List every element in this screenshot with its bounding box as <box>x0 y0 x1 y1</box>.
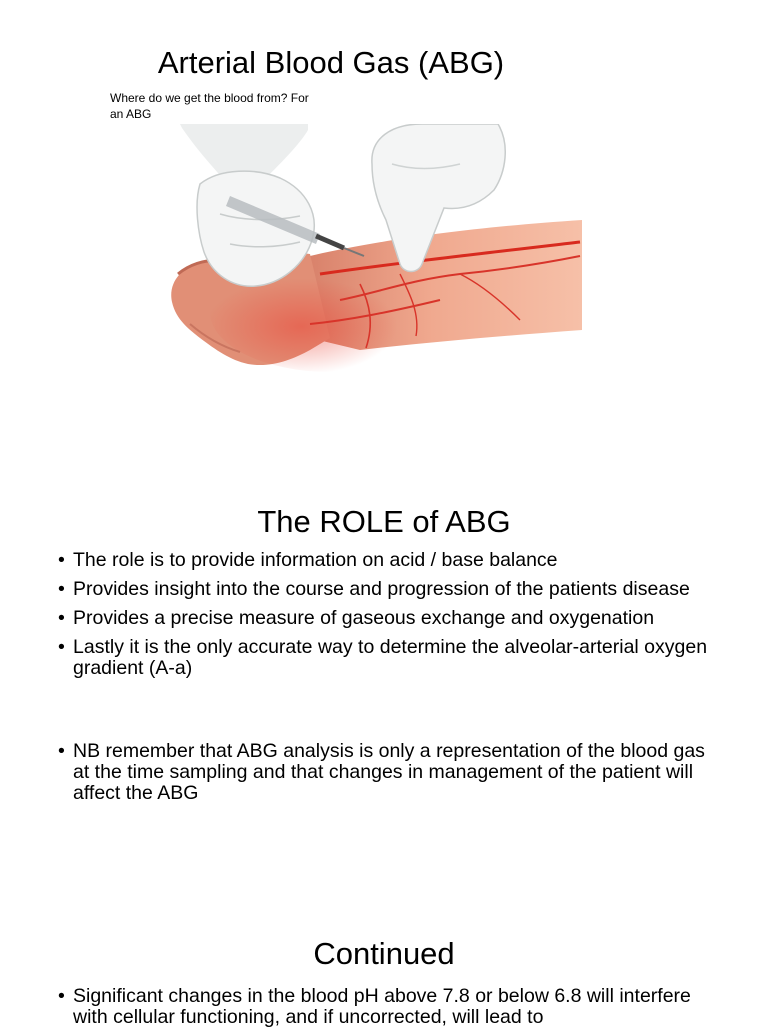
image-caption: Where do we get the blood from? For an ABG <box>110 91 309 121</box>
slide-continued <box>0 864 768 1028</box>
bullet-list <box>58 986 718 1036</box>
bullet-item: • Lastly it is the only accurate way to determine the alveolar-arterial oxygen gradient (A-a) <box>58 637 718 679</box>
bullet-list <box>58 550 718 687</box>
slide-role-of-abg <box>0 432 768 864</box>
note-item: • NB remember that ABG analysis is only a representation of the blood gas at the time sampling and that changes in management of the patient will affect the ABG <box>58 741 718 804</box>
slide-arterial-blood-gas <box>0 0 768 432</box>
note-list <box>58 741 718 812</box>
arterial-puncture-photo <box>160 124 582 380</box>
bullet-item: • Provides a precise measure of gaseous exchange and oxygenation <box>58 608 718 629</box>
bullet-item: • Provides insight into the course and progression of the patients disease <box>58 579 718 600</box>
slide-title: Continued <box>313 935 455 971</box>
bullet-item: • The role is to provide information on acid / base balance <box>58 550 718 571</box>
slide-title: The ROLE of ABG <box>257 503 511 539</box>
bullet-item: • Significant changes in the blood pH above 7.8 or below 6.8 will interfere with cellular functioning, and if uncorrected, will lead to <box>58 986 718 1028</box>
slide-title: Arterial Blood Gas (ABG) <box>157 44 505 80</box>
